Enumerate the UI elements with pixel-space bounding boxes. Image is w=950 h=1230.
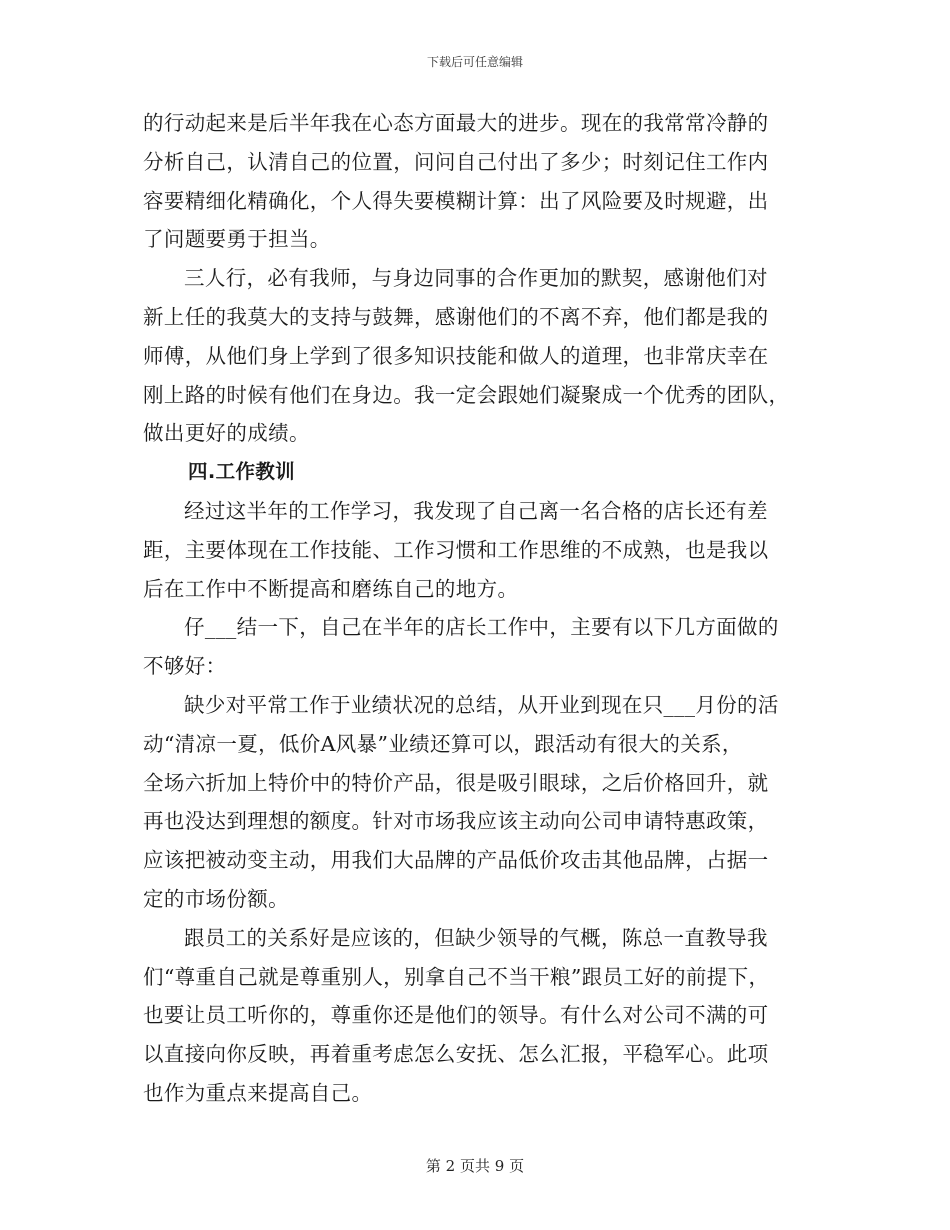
- section-heading: 四.工作教训: [188, 460, 296, 484]
- document-body: [143, 104, 811, 1113]
- text-line: 了问题要勇于担当。: [143, 227, 331, 252]
- text-line: 三人行，必有我师，与身边同事的合作更加的默契，感谢他们对: [184, 266, 768, 291]
- text-line: 以直接向你反映，再着重考虑怎么安抚、怎么汇报，平稳军心。此项: [143, 1042, 769, 1067]
- text-line: 距，主要体现在工作技能、工作习惯和工作思维的不成熟，也是我以: [143, 537, 769, 562]
- text-line: 容要精细化精确化，个人得失要模糊计算：出了风险要及时规避，出: [143, 188, 769, 213]
- text-line: 分析自己，认清自己的位置，问问自己付出了多少；时刻记住工作内: [143, 149, 769, 174]
- text-line: 不够好：: [143, 654, 227, 679]
- page-header: 下载后可任意编辑: [426, 55, 523, 69]
- text-line: 仔___结一下，自己在半年的店长工作中，主要有以下几方面做的: [184, 615, 779, 640]
- text-line: 后在工作中不断提高和磨练自己的地方。: [143, 576, 519, 601]
- text-line: 再也没达到理想的额度。针对市场我应该主动向公司申请特惠政策，: [143, 809, 769, 834]
- text-line: 的行动起来是后半年我在心态方面最大的进步。现在的我常常冷静的: [143, 111, 769, 135]
- text-line: 师傅，从他们身上学到了很多知识技能和做人的道理，也非常庆幸在: [143, 343, 769, 368]
- text-line: 应该把被动变主动，用我们大品牌的产品低价攻击其他品牌，占据一: [143, 848, 769, 873]
- text-line: 经过这半年的工作学习，我发现了自己离一名合格的店长还有差: [184, 498, 768, 523]
- text-line: 刚上路的时候有他们在身边。我一定会跟她们凝聚成一个优秀的团队，: [143, 382, 790, 407]
- text-line: 新上任的我莫大的支持与鼓舞，感谢他们的不离不弃，他们都是我的: [143, 304, 769, 329]
- text-line: 也要让员工听你的，尊重你还是他们的领导。有什么对公司不满的可: [143, 1003, 769, 1028]
- text-line: 动“清凉一夏，低价A风暴”业绩还算可以，跟活动有很大的关系，: [143, 731, 743, 756]
- text-line: 也作为重点来提高自己。: [143, 1080, 373, 1105]
- text-line: 们“尊重自己就是尊重别人，别拿自己不当干粮”跟员工好的前提下，: [143, 964, 770, 989]
- page-footer: 第 2 页共 9 页: [425, 1157, 525, 1175]
- text-line: 缺少对平常工作于业绩状况的总结，从开业到现在只___月份的活: [184, 692, 779, 717]
- text-line: 做出更好的成绩。: [143, 421, 310, 446]
- text-line: 全场六折加上特价中的特价产品，很是吸引眼球，之后价格回升，就: [143, 770, 769, 795]
- text-line: 跟员工的关系好是应该的，但缺少领导的气概，陈总一直教导我: [184, 925, 768, 950]
- text-line: 定的市场份额。: [143, 886, 289, 911]
